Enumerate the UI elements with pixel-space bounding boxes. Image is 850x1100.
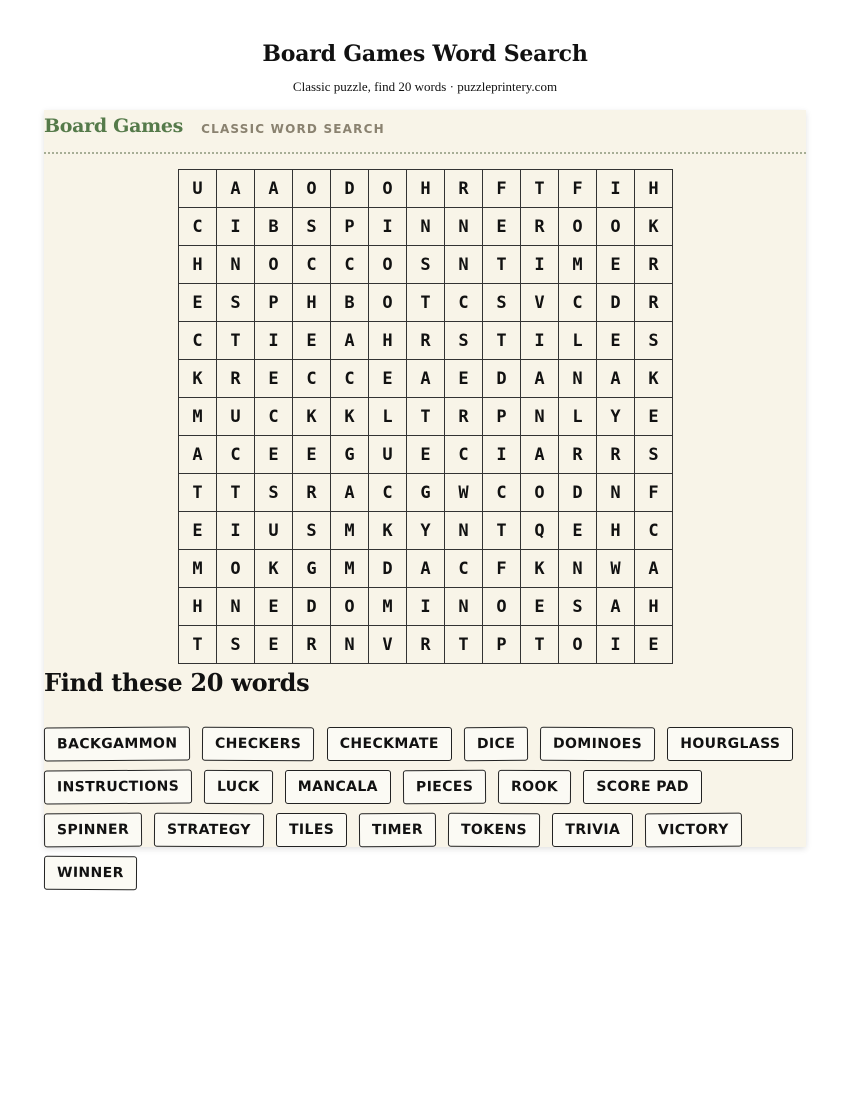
- grid-cell[interactable]: O: [369, 284, 407, 322]
- word-chip: INSTRUCTIONS: [44, 769, 192, 804]
- word-chip: TRIVIA: [552, 813, 633, 847]
- grid-cell[interactable]: F: [483, 170, 521, 208]
- grid-cell[interactable]: G: [407, 474, 445, 512]
- grid-cell[interactable]: E: [369, 360, 407, 398]
- grid-cell[interactable]: H: [179, 588, 217, 626]
- grid-cell[interactable]: P: [483, 626, 521, 664]
- grid-cell[interactable]: T: [483, 512, 521, 550]
- grid-cell[interactable]: I: [407, 588, 445, 626]
- grid-cell[interactable]: R: [407, 626, 445, 664]
- grid-cell[interactable]: C: [179, 322, 217, 360]
- grid-cell[interactable]: E: [445, 360, 483, 398]
- grid-cell[interactable]: H: [635, 588, 673, 626]
- grid-cell[interactable]: R: [635, 284, 673, 322]
- grid-cell[interactable]: T: [445, 626, 483, 664]
- grid-cell[interactable]: N: [407, 208, 445, 246]
- word-chip: TOKENS: [448, 813, 540, 847]
- grid-cell[interactable]: O: [369, 246, 407, 284]
- word-chip: TIMER: [359, 813, 436, 848]
- word-chip: LUCK: [204, 770, 273, 804]
- grid-cell[interactable]: I: [369, 208, 407, 246]
- word-chip: SCORE PAD: [583, 770, 702, 804]
- grid-cell[interactable]: L: [559, 398, 597, 436]
- grid-cell[interactable]: D: [597, 284, 635, 322]
- grid-row: [179, 550, 673, 588]
- grid-cell[interactable]: M: [559, 246, 597, 284]
- grid-cell[interactable]: E: [597, 322, 635, 360]
- grid-cell[interactable]: S: [559, 588, 597, 626]
- grid-cell[interactable]: O: [255, 246, 293, 284]
- grid-cell[interactable]: E: [255, 360, 293, 398]
- grid-cell[interactable]: Q: [521, 512, 559, 550]
- grid-cell[interactable]: K: [331, 398, 369, 436]
- grid-cell[interactable]: S: [255, 474, 293, 512]
- word-list-heading: Find these 20 words: [44, 668, 310, 697]
- grid-cell[interactable]: O: [597, 208, 635, 246]
- grid-cell[interactable]: F: [635, 474, 673, 512]
- grid-cell[interactable]: N: [445, 246, 483, 284]
- grid-cell[interactable]: R: [217, 360, 255, 398]
- grid-cell[interactable]: T: [483, 246, 521, 284]
- grid-cell[interactable]: I: [597, 626, 635, 664]
- grid-cell[interactable]: S: [483, 284, 521, 322]
- grid-cell[interactable]: A: [597, 588, 635, 626]
- grid-cell[interactable]: O: [559, 208, 597, 246]
- grid-cell[interactable]: R: [407, 322, 445, 360]
- grid-cell[interactable]: N: [331, 626, 369, 664]
- grid-cell[interactable]: L: [369, 398, 407, 436]
- grid-cell[interactable]: I: [521, 246, 559, 284]
- grid-cell[interactable]: C: [293, 246, 331, 284]
- grid-cell[interactable]: N: [521, 398, 559, 436]
- grid-cell[interactable]: O: [217, 550, 255, 588]
- word-chip: SPINNER: [44, 813, 142, 848]
- grid-cell[interactable]: T: [483, 322, 521, 360]
- word-chip: DICE: [464, 727, 529, 761]
- letter-grid-body: [179, 170, 673, 664]
- grid-cell[interactable]: A: [255, 170, 293, 208]
- grid-cell[interactable]: E: [293, 436, 331, 474]
- grid-cell[interactable]: A: [331, 322, 369, 360]
- grid-cell[interactable]: N: [559, 360, 597, 398]
- grid-cell[interactable]: A: [407, 360, 445, 398]
- grid-row: [179, 246, 673, 284]
- grid-cell[interactable]: E: [597, 246, 635, 284]
- word-chip: CHECKERS: [202, 727, 314, 762]
- grid-cell[interactable]: E: [635, 626, 673, 664]
- grid-row: [179, 512, 673, 550]
- grid-cell[interactable]: G: [293, 550, 331, 588]
- grid-cell[interactable]: S: [635, 436, 673, 474]
- grid-cell[interactable]: H: [179, 246, 217, 284]
- page-header: [0, 0, 850, 95]
- grid-cell[interactable]: S: [217, 284, 255, 322]
- grid-cell[interactable]: C: [559, 284, 597, 322]
- grid-cell[interactable]: N: [445, 588, 483, 626]
- grid-cell[interactable]: B: [255, 208, 293, 246]
- grid-cell[interactable]: B: [331, 284, 369, 322]
- grid-cell[interactable]: K: [293, 398, 331, 436]
- grid-cell[interactable]: V: [521, 284, 559, 322]
- grid-cell[interactable]: S: [635, 322, 673, 360]
- grid-cell[interactable]: W: [597, 550, 635, 588]
- grid-cell[interactable]: A: [521, 360, 559, 398]
- grid-row: [179, 436, 673, 474]
- grid-cell[interactable]: T: [217, 474, 255, 512]
- grid-cell[interactable]: N: [217, 246, 255, 284]
- grid-cell[interactable]: R: [521, 208, 559, 246]
- word-chip: BACKGAMMON: [44, 726, 191, 761]
- grid-cell[interactable]: S: [217, 626, 255, 664]
- grid-cell[interactable]: S: [445, 322, 483, 360]
- grid-cell[interactable]: F: [559, 170, 597, 208]
- grid-cell[interactable]: M: [179, 398, 217, 436]
- grid-cell[interactable]: D: [369, 550, 407, 588]
- grid-cell[interactable]: A: [407, 550, 445, 588]
- grid-cell[interactable]: D: [331, 170, 369, 208]
- grid-cell[interactable]: E: [255, 626, 293, 664]
- grid-cell[interactable]: C: [445, 284, 483, 322]
- grid-cell[interactable]: K: [521, 550, 559, 588]
- grid-cell[interactable]: T: [407, 398, 445, 436]
- grid-cell[interactable]: T: [217, 322, 255, 360]
- grid-cell[interactable]: E: [407, 436, 445, 474]
- word-chip: STRATEGY: [154, 813, 264, 848]
- grid-cell[interactable]: I: [217, 512, 255, 550]
- word-chip: MANCALA: [285, 770, 391, 804]
- card-header: [44, 110, 806, 154]
- grid-cell[interactable]: L: [559, 322, 597, 360]
- grid-cell[interactable]: K: [635, 208, 673, 246]
- grid-cell[interactable]: G: [331, 436, 369, 474]
- grid-cell[interactable]: R: [445, 170, 483, 208]
- grid-cell[interactable]: S: [293, 512, 331, 550]
- grid-cell[interactable]: I: [521, 322, 559, 360]
- grid-cell[interactable]: C: [331, 360, 369, 398]
- grid-row: [179, 360, 673, 398]
- grid-cell[interactable]: C: [635, 512, 673, 550]
- grid-cell[interactable]: M: [369, 588, 407, 626]
- grid-row: [179, 284, 673, 322]
- grid-cell[interactable]: O: [331, 588, 369, 626]
- grid-row: [179, 626, 673, 664]
- grid-cell[interactable]: E: [293, 322, 331, 360]
- grid-cell[interactable]: U: [255, 512, 293, 550]
- grid-cell[interactable]: T: [407, 284, 445, 322]
- grid-cell[interactable]: T: [179, 626, 217, 664]
- grid-cell[interactable]: P: [255, 284, 293, 322]
- word-chip: VICTORY: [645, 813, 742, 848]
- grid-cell[interactable]: A: [597, 360, 635, 398]
- grid-cell[interactable]: N: [217, 588, 255, 626]
- grid-cell[interactable]: M: [331, 512, 369, 550]
- grid-cell[interactable]: I: [483, 436, 521, 474]
- grid-cell[interactable]: E: [635, 398, 673, 436]
- grid-cell[interactable]: Y: [407, 512, 445, 550]
- word-chip: CHECKMATE: [327, 727, 452, 761]
- grid-row: [179, 474, 673, 512]
- word-chip: PIECES: [403, 770, 487, 805]
- grid-cell[interactable]: U: [369, 436, 407, 474]
- grid-cell[interactable]: P: [331, 208, 369, 246]
- grid-row: [179, 170, 673, 208]
- grid-cell[interactable]: C: [293, 360, 331, 398]
- grid-cell[interactable]: R: [559, 436, 597, 474]
- grid-cell[interactable]: D: [559, 474, 597, 512]
- grid-cell[interactable]: N: [445, 512, 483, 550]
- grid-cell[interactable]: N: [597, 474, 635, 512]
- grid-cell[interactable]: K: [255, 550, 293, 588]
- grid-cell[interactable]: O: [483, 588, 521, 626]
- grid-cell[interactable]: H: [369, 322, 407, 360]
- grid-cell[interactable]: R: [445, 398, 483, 436]
- grid-cell[interactable]: U: [179, 170, 217, 208]
- grid-cell[interactable]: A: [331, 474, 369, 512]
- letter-grid-container: [178, 169, 673, 664]
- grid-row: [179, 208, 673, 246]
- grid-cell[interactable]: D: [293, 588, 331, 626]
- grid-cell[interactable]: K: [369, 512, 407, 550]
- card-tag: CLASSIC WORD SEARCH: [201, 122, 385, 136]
- page-title: Board Games Word Search: [262, 41, 588, 67]
- grid-cell[interactable]: R: [293, 626, 331, 664]
- page-subtitle: Classic puzzle, find 20 words · puzzleprintery.com: [292, 79, 558, 94]
- grid-cell[interactable]: R: [293, 474, 331, 512]
- grid-cell[interactable]: I: [217, 208, 255, 246]
- grid-cell[interactable]: R: [597, 436, 635, 474]
- grid-cell[interactable]: H: [293, 284, 331, 322]
- grid-cell[interactable]: C: [179, 208, 217, 246]
- grid-cell[interactable]: C: [255, 398, 293, 436]
- grid-cell[interactable]: Y: [597, 398, 635, 436]
- grid-cell[interactable]: N: [559, 550, 597, 588]
- grid-cell[interactable]: T: [179, 474, 217, 512]
- word-chip: TILES: [276, 813, 347, 847]
- grid-cell[interactable]: O: [559, 626, 597, 664]
- grid-cell[interactable]: A: [179, 436, 217, 474]
- grid-row: [179, 322, 673, 360]
- grid-cell[interactable]: H: [407, 170, 445, 208]
- grid-row: [179, 398, 673, 436]
- grid-cell[interactable]: E: [179, 512, 217, 550]
- grid-cell[interactable]: P: [483, 398, 521, 436]
- grid-cell[interactable]: C: [369, 474, 407, 512]
- card-title: Board Games: [44, 115, 184, 137]
- grid-cell[interactable]: O: [521, 474, 559, 512]
- grid-cell[interactable]: D: [483, 360, 521, 398]
- grid-cell[interactable]: K: [635, 360, 673, 398]
- grid-cell[interactable]: M: [331, 550, 369, 588]
- grid-cell[interactable]: C: [483, 474, 521, 512]
- grid-cell[interactable]: E: [483, 208, 521, 246]
- grid-cell[interactable]: A: [635, 550, 673, 588]
- word-chip: ROOK: [498, 770, 571, 804]
- grid-cell[interactable]: C: [217, 436, 255, 474]
- grid-cell[interactable]: W: [445, 474, 483, 512]
- grid-cell[interactable]: E: [559, 512, 597, 550]
- grid-cell[interactable]: H: [597, 512, 635, 550]
- grid-cell[interactable]: C: [331, 246, 369, 284]
- grid-row: [179, 588, 673, 626]
- word-chip: HOURGLASS: [667, 727, 793, 761]
- word-chip: DOMINOES: [540, 727, 655, 762]
- grid-cell[interactable]: I: [255, 322, 293, 360]
- grid-cell[interactable]: E: [255, 436, 293, 474]
- grid-cell[interactable]: T: [521, 170, 559, 208]
- grid-cell[interactable]: C: [445, 436, 483, 474]
- word-chip: WINNER: [44, 856, 137, 890]
- grid-cell[interactable]: V: [369, 626, 407, 664]
- grid-cell[interactable]: E: [521, 588, 559, 626]
- grid-cell[interactable]: U: [217, 398, 255, 436]
- grid-cell[interactable]: S: [407, 246, 445, 284]
- grid-cell[interactable]: C: [445, 550, 483, 588]
- grid-cell[interactable]: A: [217, 170, 255, 208]
- grid-cell[interactable]: E: [179, 284, 217, 322]
- grid-cell[interactable]: N: [445, 208, 483, 246]
- grid-cell[interactable]: I: [597, 170, 635, 208]
- grid-cell[interactable]: R: [635, 246, 673, 284]
- grid-cell[interactable]: E: [255, 588, 293, 626]
- grid-cell[interactable]: A: [521, 436, 559, 474]
- grid-cell[interactable]: S: [293, 208, 331, 246]
- grid-cell[interactable]: T: [521, 626, 559, 664]
- word-list: [44, 727, 806, 890]
- grid-cell[interactable]: H: [635, 170, 673, 208]
- grid-cell[interactable]: O: [293, 170, 331, 208]
- grid-cell[interactable]: M: [179, 550, 217, 588]
- grid-cell[interactable]: K: [179, 360, 217, 398]
- letter-grid: [178, 169, 673, 664]
- puzzle-card: [44, 110, 806, 882]
- grid-cell[interactable]: O: [369, 170, 407, 208]
- grid-cell[interactable]: F: [483, 550, 521, 588]
